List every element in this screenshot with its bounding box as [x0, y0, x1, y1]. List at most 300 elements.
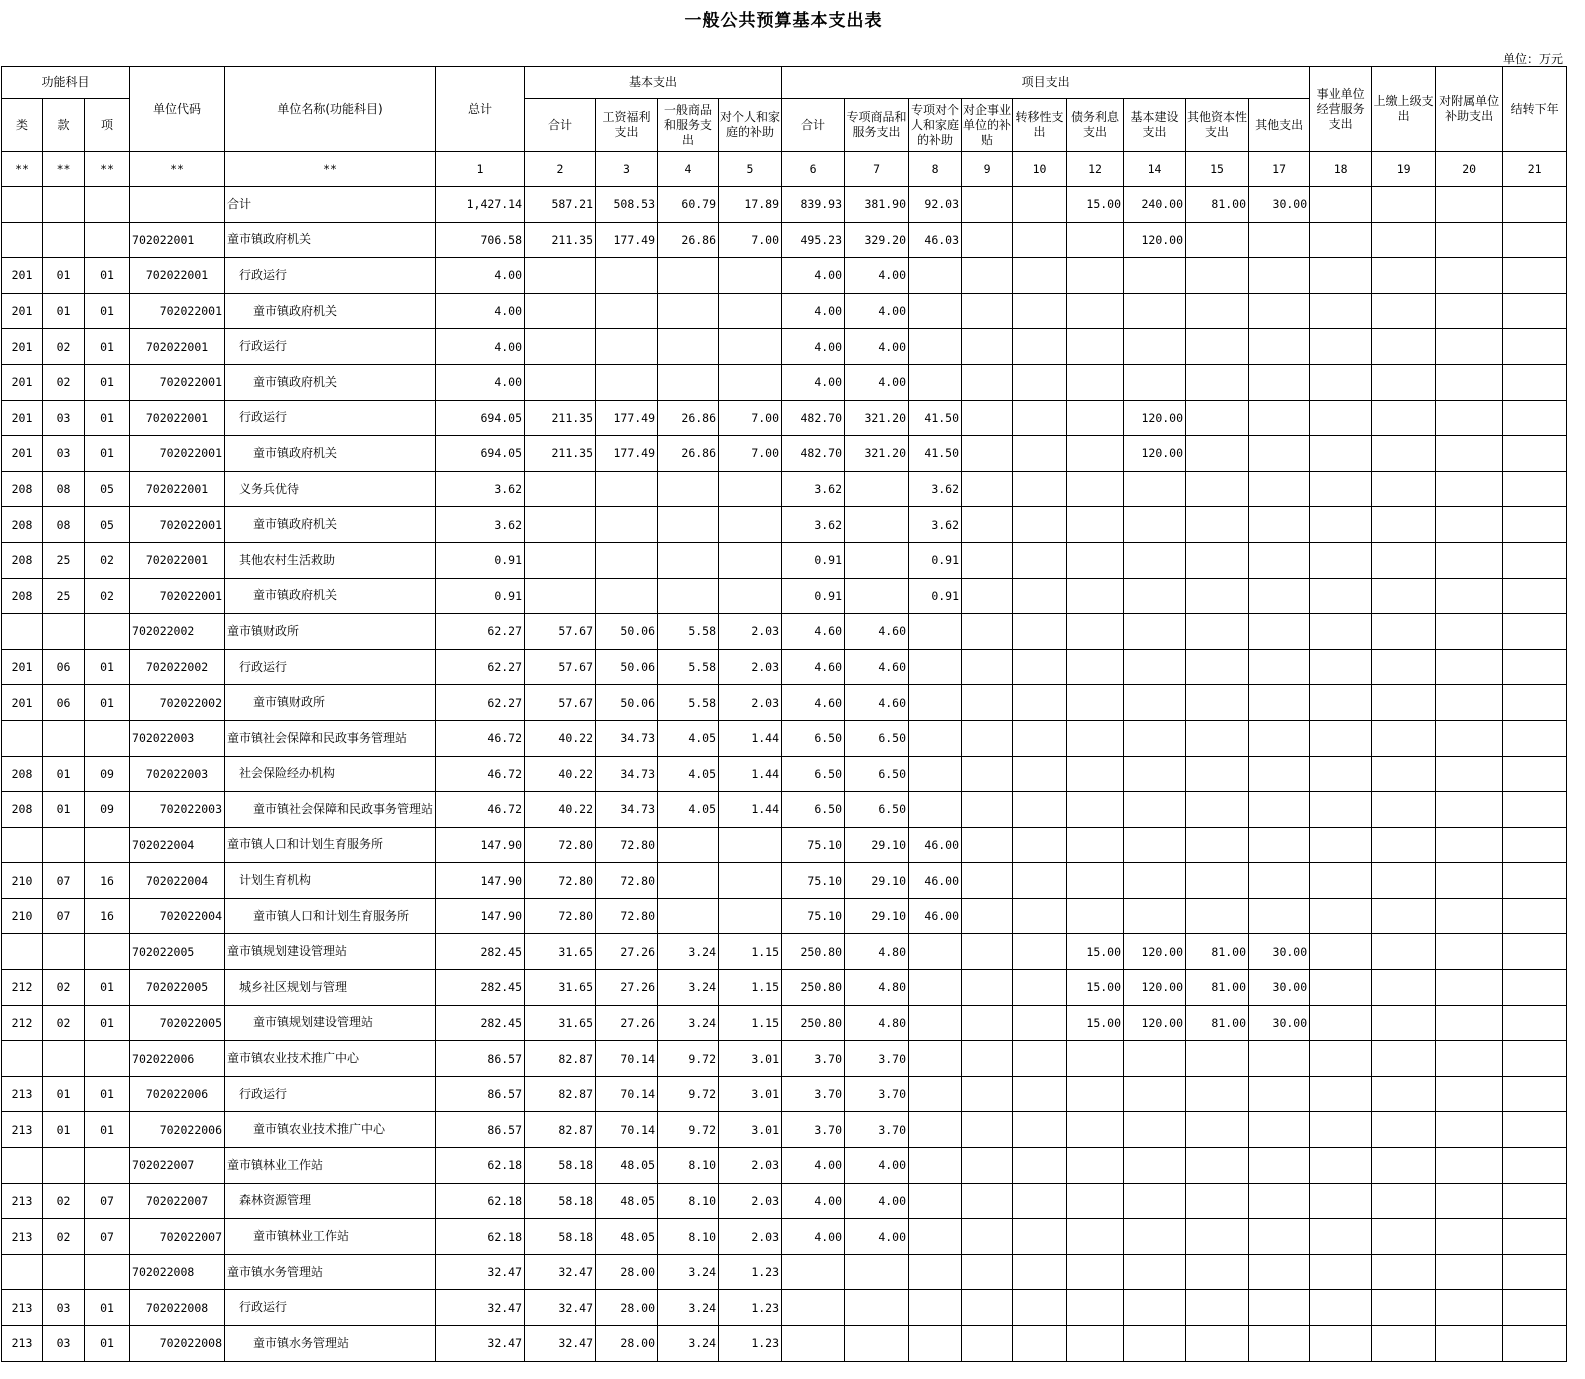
value-cell	[596, 507, 658, 543]
value-cell: 3.62	[909, 471, 962, 507]
value-cell: 32.47	[525, 1326, 596, 1362]
unit-code-cell	[130, 187, 225, 223]
value-cell	[1310, 1183, 1372, 1219]
value-cell	[1249, 542, 1310, 578]
kuan-cell: 01	[43, 792, 85, 828]
xiang-cell: 01	[85, 400, 130, 436]
value-cell	[1310, 756, 1372, 792]
value-cell	[525, 329, 596, 365]
value-cell	[658, 329, 719, 365]
lei-cell: 212	[2, 1005, 43, 1041]
xiang-cell: 01	[85, 649, 130, 685]
table-row	[2, 863, 1567, 899]
value-cell: 46.03	[909, 222, 962, 258]
table-row	[2, 1148, 1567, 1184]
value-cell	[1436, 1183, 1503, 1219]
value-cell: 28.00	[596, 1290, 658, 1326]
kuan-cell: 03	[43, 436, 85, 472]
value-cell	[1503, 1290, 1567, 1326]
unit-name-cell: 合计	[225, 187, 436, 223]
value-cell: 3.70	[845, 1041, 909, 1077]
value-cell	[962, 756, 1013, 792]
unit-code-cell: 702022001	[130, 364, 225, 400]
unit-name-cell: 其他农村生活救助	[225, 542, 436, 578]
table-row	[2, 222, 1567, 258]
value-cell	[1436, 756, 1503, 792]
value-cell	[1310, 792, 1372, 828]
value-cell	[1067, 471, 1124, 507]
value-cell	[1372, 1254, 1436, 1290]
lei-cell: 213	[2, 1076, 43, 1112]
lei-cell	[2, 1041, 43, 1077]
value-cell	[1186, 1326, 1249, 1362]
value-cell	[1067, 614, 1124, 650]
value-cell	[1372, 1290, 1436, 1326]
value-cell	[1310, 1148, 1372, 1184]
value-cell	[1013, 187, 1067, 223]
value-cell	[1503, 1005, 1567, 1041]
value-cell	[1310, 222, 1372, 258]
value-cell	[909, 364, 962, 400]
value-cell	[962, 187, 1013, 223]
value-cell	[1310, 685, 1372, 721]
project-col-header: 转移性支出	[1013, 99, 1067, 152]
unit-code-cell: 702022001	[130, 258, 225, 294]
value-cell: 250.80	[782, 970, 845, 1006]
value-cell	[1186, 329, 1249, 365]
value-cell	[962, 1290, 1013, 1326]
value-cell	[1436, 792, 1503, 828]
value-cell	[1372, 1041, 1436, 1077]
value-cell	[1186, 863, 1249, 899]
value-cell	[962, 1041, 1013, 1077]
value-cell	[525, 471, 596, 507]
lei-cell: 208	[2, 471, 43, 507]
value-cell: 29.10	[845, 898, 909, 934]
value-cell: 4.60	[845, 685, 909, 721]
value-cell: 4.00	[782, 364, 845, 400]
unit-name-cell: 童市镇水务管理站	[225, 1254, 436, 1290]
value-cell	[962, 329, 1013, 365]
value-cell: 50.06	[596, 649, 658, 685]
value-cell	[1503, 400, 1567, 436]
value-cell	[658, 293, 719, 329]
lei-cell: 213	[2, 1326, 43, 1362]
value-cell: 4.00	[845, 1219, 909, 1255]
value-cell	[962, 934, 1013, 970]
value-cell	[1436, 970, 1503, 1006]
unit-name-cell: 行政运行	[225, 649, 436, 685]
value-cell: 8.10	[658, 1183, 719, 1219]
xiang-cell: 07	[85, 1219, 130, 1255]
lei-cell: 213	[2, 1219, 43, 1255]
value-cell	[1310, 863, 1372, 899]
value-cell: 240.00	[1124, 187, 1186, 223]
xiang-cell: 02	[85, 578, 130, 614]
value-cell	[1310, 720, 1372, 756]
value-cell	[1067, 542, 1124, 578]
value-cell	[1013, 293, 1067, 329]
value-cell	[1124, 649, 1186, 685]
value-cell: 2.03	[719, 649, 782, 685]
value-cell: 15.00	[1067, 1005, 1124, 1041]
value-cell	[1249, 1112, 1310, 1148]
value-cell: 26.86	[658, 222, 719, 258]
value-cell	[658, 471, 719, 507]
unit-code-cell: 702022003	[130, 792, 225, 828]
value-cell	[525, 258, 596, 294]
value-cell: 31.65	[525, 1005, 596, 1041]
page-title: 一般公共预算基本支出表	[684, 11, 883, 31]
value-cell	[1372, 542, 1436, 578]
xiang-cell: 01	[85, 1112, 130, 1148]
value-cell	[1067, 1183, 1124, 1219]
value-cell	[1124, 1219, 1186, 1255]
value-cell: 4.60	[782, 685, 845, 721]
value-cell	[1067, 1076, 1124, 1112]
value-cell: 30.00	[1249, 187, 1310, 223]
value-cell	[1249, 1254, 1310, 1290]
value-cell	[1186, 792, 1249, 828]
value-cell	[719, 542, 782, 578]
unit-code-cell: 702022001	[130, 329, 225, 365]
value-cell: 2.03	[719, 1183, 782, 1219]
value-cell: 381.90	[845, 187, 909, 223]
value-cell	[719, 471, 782, 507]
value-cell	[658, 364, 719, 400]
lei-cell: 213	[2, 1290, 43, 1326]
value-cell	[1013, 1076, 1067, 1112]
value-cell	[1436, 578, 1503, 614]
value-cell: 5.58	[658, 614, 719, 650]
value-cell: 211.35	[525, 222, 596, 258]
value-cell	[1372, 934, 1436, 970]
value-cell	[1124, 614, 1186, 650]
value-cell: 3.70	[845, 1076, 909, 1112]
lei-cell: 201	[2, 436, 43, 472]
value-cell: 27.26	[596, 970, 658, 1006]
table-row	[2, 720, 1567, 756]
value-cell	[845, 471, 909, 507]
table-row	[2, 792, 1567, 828]
unit-name-cell: 童市镇社会保障和民政事务管理站	[225, 720, 436, 756]
basic-col-header: 一般商品和服务支出	[658, 99, 719, 152]
xiang-cell: 01	[85, 1005, 130, 1041]
unit-code-cell: 702022008	[130, 1290, 225, 1326]
value-cell	[1503, 792, 1567, 828]
unit-name-cell: 城乡社区规划与管理	[225, 970, 436, 1006]
value-cell	[1013, 934, 1067, 970]
value-cell	[1013, 1183, 1067, 1219]
value-cell	[962, 863, 1013, 899]
value-cell	[1372, 436, 1436, 472]
total-header: 总计	[436, 67, 525, 152]
value-cell	[1372, 720, 1436, 756]
project-col-header: 合计	[782, 99, 845, 152]
unit-code-cell: 702022006	[130, 1076, 225, 1112]
value-cell	[1067, 792, 1124, 828]
index-row	[2, 152, 1567, 187]
table-row	[2, 1183, 1567, 1219]
value-cell	[1067, 258, 1124, 294]
value-cell: 3.01	[719, 1112, 782, 1148]
value-cell	[909, 1290, 962, 1326]
value-cell	[1436, 1005, 1503, 1041]
value-cell	[1372, 578, 1436, 614]
kuan-cell: 06	[43, 685, 85, 721]
value-cell	[1067, 436, 1124, 472]
value-cell: 92.03	[909, 187, 962, 223]
value-cell	[1503, 970, 1567, 1006]
value-cell	[1436, 720, 1503, 756]
value-cell	[1013, 1326, 1067, 1362]
value-cell	[1503, 578, 1567, 614]
value-cell	[962, 720, 1013, 756]
kuan-cell: 08	[43, 507, 85, 543]
kuan-cell: 01	[43, 1112, 85, 1148]
kuan-cell	[43, 187, 85, 223]
value-cell	[909, 614, 962, 650]
table-row	[2, 614, 1567, 650]
value-cell	[1186, 436, 1249, 472]
value-cell: 46.00	[909, 898, 962, 934]
value-cell	[962, 400, 1013, 436]
value-cell: 62.18	[436, 1148, 525, 1184]
lei-cell	[2, 614, 43, 650]
value-cell	[1067, 756, 1124, 792]
value-cell	[1186, 293, 1249, 329]
value-cell	[1249, 507, 1310, 543]
value-cell: 4.00	[782, 258, 845, 294]
lei-cell: 213	[2, 1183, 43, 1219]
value-cell	[962, 792, 1013, 828]
value-cell	[1503, 187, 1567, 223]
value-cell	[1186, 222, 1249, 258]
lei-cell: 212	[2, 970, 43, 1006]
value-cell	[1310, 507, 1372, 543]
value-cell	[909, 756, 962, 792]
value-cell	[1013, 827, 1067, 863]
value-cell	[1249, 1290, 1310, 1326]
value-cell	[1372, 1148, 1436, 1184]
unit-name-cell: 童市镇人口和计划生育服务所	[225, 898, 436, 934]
value-cell: 9.72	[658, 1076, 719, 1112]
value-cell: 81.00	[1186, 1005, 1249, 1041]
value-cell	[909, 720, 962, 756]
value-cell: 706.58	[436, 222, 525, 258]
value-cell	[1503, 685, 1567, 721]
value-cell	[596, 329, 658, 365]
value-cell: 4.80	[845, 1005, 909, 1041]
value-cell	[962, 970, 1013, 1006]
value-cell	[1372, 258, 1436, 294]
value-cell: 30.00	[1249, 934, 1310, 970]
value-cell	[1249, 720, 1310, 756]
value-cell	[1067, 1326, 1124, 1362]
value-cell: 75.10	[782, 827, 845, 863]
unit-code-cell: 702022001	[130, 293, 225, 329]
value-cell	[1372, 614, 1436, 650]
table-header	[2, 67, 1567, 187]
unit-code-cell: 702022007	[130, 1183, 225, 1219]
value-cell: 3.70	[782, 1112, 845, 1148]
value-cell: 1.23	[719, 1326, 782, 1362]
value-cell	[1503, 1254, 1567, 1290]
value-cell	[1013, 471, 1067, 507]
value-cell	[1249, 1148, 1310, 1184]
value-cell	[1503, 1076, 1567, 1112]
value-cell	[1067, 720, 1124, 756]
value-cell: 3.70	[845, 1112, 909, 1148]
value-cell: 7.00	[719, 436, 782, 472]
kuan-cell	[43, 222, 85, 258]
value-cell: 29.10	[845, 827, 909, 863]
value-cell	[1436, 827, 1503, 863]
value-cell	[1503, 1112, 1567, 1148]
value-cell	[909, 258, 962, 294]
value-cell	[1503, 329, 1567, 365]
value-cell: 4.05	[658, 792, 719, 828]
value-cell: 34.73	[596, 792, 658, 828]
expenditure-table	[1, 66, 1567, 1362]
value-cell	[1249, 685, 1310, 721]
value-cell	[1186, 542, 1249, 578]
value-cell: 40.22	[525, 756, 596, 792]
value-cell: 72.80	[525, 827, 596, 863]
value-cell	[1372, 792, 1436, 828]
table-row	[2, 364, 1567, 400]
value-cell	[1124, 329, 1186, 365]
kuan-cell: 03	[43, 1326, 85, 1362]
value-cell	[1503, 1219, 1567, 1255]
unit-name-cell: 行政运行	[225, 329, 436, 365]
value-cell: 147.90	[436, 898, 525, 934]
value-cell: 57.67	[525, 685, 596, 721]
value-cell: 62.27	[436, 614, 525, 650]
value-cell: 250.80	[782, 934, 845, 970]
xiang-cell: 01	[85, 329, 130, 365]
value-cell	[658, 542, 719, 578]
value-cell	[782, 1326, 845, 1362]
value-cell: 482.70	[782, 400, 845, 436]
value-cell	[1249, 400, 1310, 436]
value-cell	[1186, 898, 1249, 934]
lei-cell: 208	[2, 792, 43, 828]
kuan-cell: 06	[43, 649, 85, 685]
unit-name-cell: 童市镇农业技术推广中心	[225, 1112, 436, 1148]
value-cell	[782, 1254, 845, 1290]
value-cell: 28.00	[596, 1254, 658, 1290]
value-cell	[962, 1076, 1013, 1112]
value-cell: 120.00	[1124, 1005, 1186, 1041]
value-cell	[845, 578, 909, 614]
value-cell	[1186, 1290, 1249, 1326]
kuan-cell	[43, 614, 85, 650]
unit-name-cell: 童市镇规划建设管理站	[225, 1005, 436, 1041]
value-cell: 4.60	[782, 614, 845, 650]
value-cell	[1249, 1219, 1310, 1255]
table-row	[2, 685, 1567, 721]
value-cell	[1249, 578, 1310, 614]
value-cell	[1372, 1326, 1436, 1362]
index-cell: 14	[1124, 152, 1186, 187]
value-cell: 2.03	[719, 1148, 782, 1184]
table-row	[2, 649, 1567, 685]
value-cell: 495.23	[782, 222, 845, 258]
value-cell	[1013, 1254, 1067, 1290]
kuan-cell	[43, 1148, 85, 1184]
kuan-cell	[43, 1254, 85, 1290]
unit-code-cell: 702022002	[130, 685, 225, 721]
index-cell: 1	[436, 152, 525, 187]
kuan-cell: 02	[43, 1183, 85, 1219]
value-cell: 72.80	[596, 827, 658, 863]
unit-code-cell: 702022001	[130, 578, 225, 614]
value-cell: 120.00	[1124, 222, 1186, 258]
value-cell: 6.50	[845, 756, 909, 792]
unit-code-cell: 702022001	[130, 471, 225, 507]
value-cell	[1067, 685, 1124, 721]
kuan-cell: 07	[43, 863, 85, 899]
value-cell	[1372, 1112, 1436, 1148]
value-cell: 282.45	[436, 970, 525, 1006]
xiang-cell: 01	[85, 1076, 130, 1112]
value-cell	[909, 1112, 962, 1148]
value-cell: 3.01	[719, 1076, 782, 1112]
value-cell	[962, 1219, 1013, 1255]
value-cell	[909, 1005, 962, 1041]
value-cell: 147.90	[436, 863, 525, 899]
value-cell	[962, 293, 1013, 329]
xiang-cell: 01	[85, 436, 130, 472]
value-cell	[1503, 614, 1567, 650]
value-cell	[1186, 1112, 1249, 1148]
value-cell	[962, 1112, 1013, 1148]
value-cell	[1310, 827, 1372, 863]
value-cell	[909, 1326, 962, 1362]
index-cell: 15	[1186, 152, 1249, 187]
value-cell	[1503, 293, 1567, 329]
value-cell: 30.00	[1249, 1005, 1310, 1041]
value-cell: 3.24	[658, 1326, 719, 1362]
value-cell: 4.00	[782, 1219, 845, 1255]
table-row	[2, 827, 1567, 863]
value-cell	[909, 685, 962, 721]
table-row	[2, 471, 1567, 507]
value-cell	[1310, 578, 1372, 614]
kuan-cell	[43, 1041, 85, 1077]
value-cell	[1186, 400, 1249, 436]
value-cell	[1013, 400, 1067, 436]
value-cell	[1013, 258, 1067, 294]
unit-name-cell: 社会保险经办机构	[225, 756, 436, 792]
value-cell	[845, 507, 909, 543]
value-cell: 0.91	[436, 578, 525, 614]
value-cell: 211.35	[525, 400, 596, 436]
value-cell	[719, 507, 782, 543]
value-cell	[962, 614, 1013, 650]
value-cell: 32.47	[525, 1290, 596, 1326]
value-cell	[1249, 222, 1310, 258]
unit-name-cell: 义务兵优待	[225, 471, 436, 507]
value-cell: 839.93	[782, 187, 845, 223]
value-cell: 482.70	[782, 436, 845, 472]
value-cell	[1310, 1112, 1372, 1148]
value-cell	[909, 329, 962, 365]
value-cell	[1067, 364, 1124, 400]
value-cell	[658, 578, 719, 614]
value-cell: 329.20	[845, 222, 909, 258]
